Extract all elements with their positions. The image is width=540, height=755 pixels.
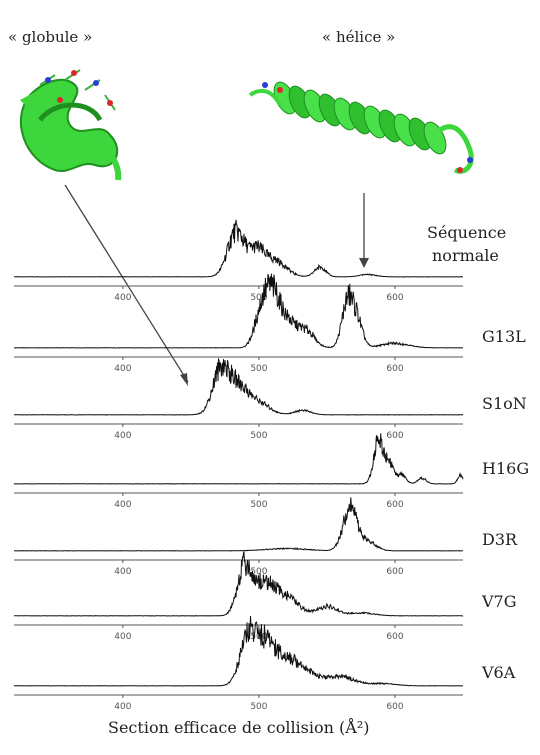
- x-tick-label: 500: [250, 632, 268, 642]
- x-tick-label: 400: [114, 632, 132, 642]
- x-tick-label: 600: [386, 293, 404, 303]
- x-tick-label: 500: [250, 500, 268, 510]
- x-tick-label: 500: [250, 431, 268, 441]
- x-tick-label: 400: [114, 431, 132, 441]
- globule-arrow: [65, 185, 188, 382]
- x-tick-label: 500: [250, 567, 268, 577]
- x-tick-label: 600: [386, 632, 404, 642]
- globule-label: « globule »: [8, 28, 93, 46]
- helix-arrowhead: [359, 258, 369, 268]
- x-tick-label: 400: [114, 702, 132, 712]
- trace-label-v6a: V6A: [482, 663, 516, 682]
- ccs-distribution-trace: [14, 220, 463, 277]
- ccs-distribution-trace: [14, 552, 463, 616]
- trace-label-h16g: H16G: [482, 459, 530, 478]
- trace-label-g13l: G13L: [482, 327, 526, 346]
- helix-label: « hélice »: [322, 28, 396, 46]
- x-axis-title: Section efficace de collision (Å²): [108, 718, 370, 737]
- globule-arrowhead: [180, 373, 188, 386]
- trace-label-normal-line2: normale: [432, 246, 499, 265]
- ccs-distribution-trace: [14, 616, 463, 686]
- trace-label-v7g: V7G: [482, 592, 517, 611]
- x-tick-label: 400: [114, 500, 132, 510]
- x-tick-label: 400: [114, 364, 132, 374]
- x-tick-label: 600: [386, 567, 404, 577]
- x-tick-label: 400: [114, 567, 132, 577]
- trace-label-normal-line1: Séquence: [427, 223, 507, 242]
- trace-label-s1on: S1oN: [482, 394, 527, 413]
- x-tick-label: 500: [250, 293, 268, 303]
- x-tick-label: 600: [386, 500, 404, 510]
- trace-label-d3r: D3R: [482, 530, 518, 549]
- x-tick-label: 600: [386, 702, 404, 712]
- x-tick-label: 500: [250, 364, 268, 374]
- x-tick-label: 600: [386, 431, 404, 441]
- x-tick-label: 400: [114, 293, 132, 303]
- ccs-distribution-trace: [14, 274, 463, 348]
- x-tick-label: 600: [386, 364, 404, 374]
- x-tick-label: 500: [250, 702, 268, 712]
- helix-structure-image: [250, 79, 473, 173]
- globule-structure-image: [20, 70, 118, 180]
